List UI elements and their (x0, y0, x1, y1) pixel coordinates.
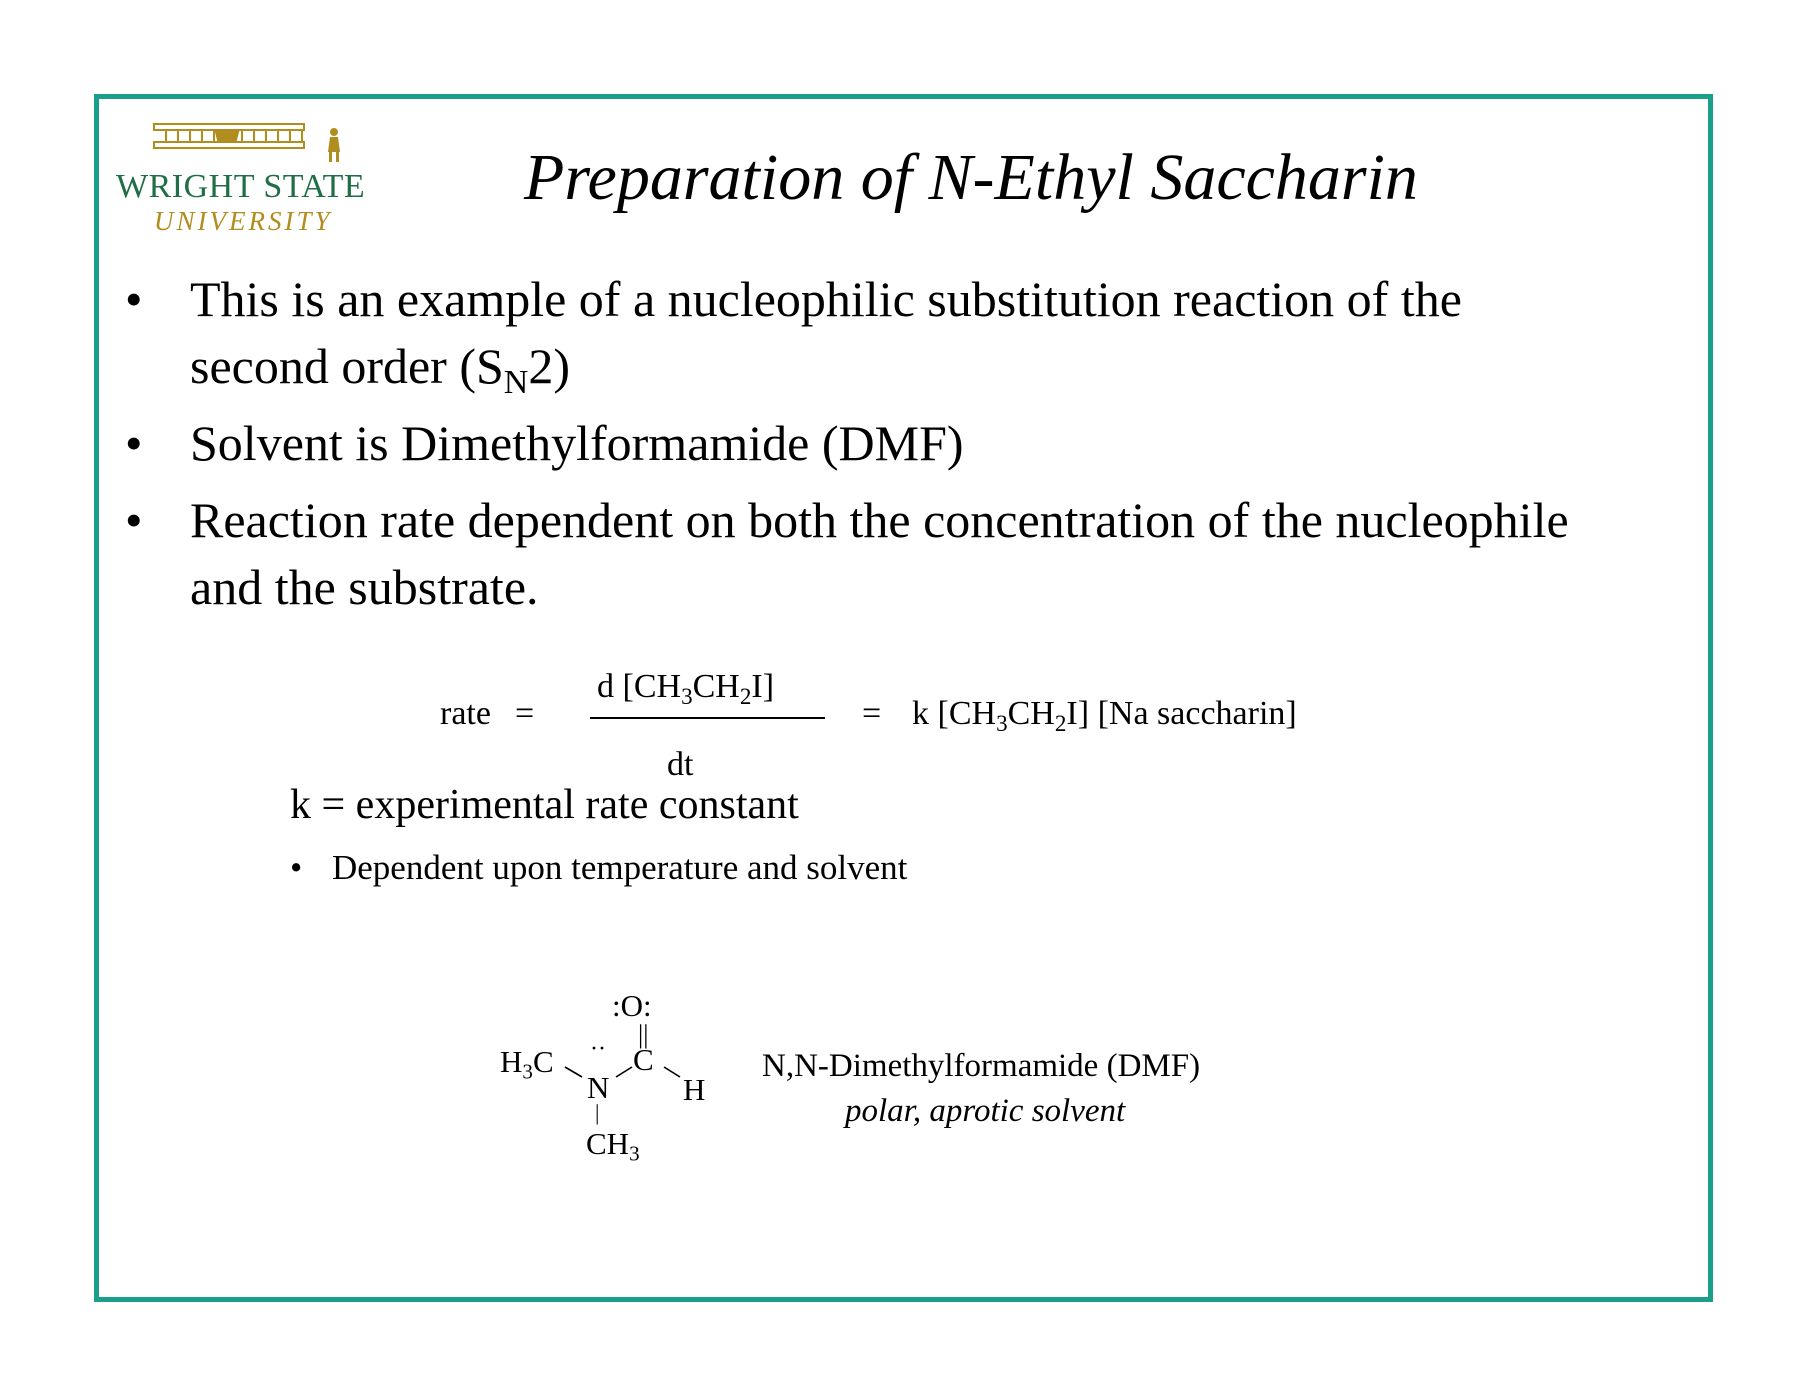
equation-lhs: rate (440, 695, 491, 732)
equation-denominator: dt (667, 746, 694, 783)
bullet-icon: • (290, 848, 303, 887)
sub-bullet-text: Dependent upon temperature and solvent (332, 848, 908, 887)
fraction-bar (590, 717, 825, 719)
equation-numerator: d $[CH_3CH_2I]$ (597, 668, 775, 710)
dmf-name: N,N-Dimethylformamide (DMF) (762, 1048, 1201, 1084)
nitrogen-atom: N (587, 1070, 610, 1105)
carbon-atom: C (633, 1042, 654, 1077)
logo-wordmark-bottom: UNIVERSITY (154, 206, 333, 236)
bullet-icon: • (125, 271, 143, 327)
bullet-text-end: 2) (528, 338, 571, 394)
subscript-n: N (503, 364, 529, 402)
bullet-text: This is an example of a nucleophilic substitution reaction of the second order (S (190, 271, 1462, 394)
k-definition: k = experimental rate constant (290, 782, 799, 828)
wright-flyer-icon (152, 118, 352, 166)
bullet-icon: • (125, 492, 143, 548)
dmf-description: polar, aprotic solvent (845, 1093, 1126, 1129)
double-bond: || (638, 1020, 649, 1049)
bullet-item-rate (125, 487, 1595, 621)
oxygen-atom: :O: (612, 988, 652, 1023)
lone-pair: ·· (590, 1036, 606, 1062)
equation-equals-2: = (862, 695, 882, 732)
bullet-text: Solvent is Dimethylformamide (DMF) (190, 415, 964, 471)
equation-equals-1: = (515, 695, 535, 732)
bullet-list (125, 266, 1595, 631)
bullet-icon: • (125, 415, 143, 471)
slide-title: Preparation of N-Ethyl Saccharin (524, 141, 1418, 214)
bullet-text: Reaction rate dependent on both the concentration of the nucleophile and the substrate. (190, 492, 1569, 615)
logo-wordmark-top: WRIGHT STATE (116, 168, 366, 205)
bullet-item-sn2 (125, 266, 1595, 400)
university-logo (110, 118, 370, 243)
bullet-item-solvent (125, 410, 1595, 477)
equation-rhs: k $[CH_3CH_2I]$ [Na saccharin] (912, 695, 1297, 737)
methyl-group-left: $H_3C$ (500, 1044, 554, 1084)
single-bond: | (595, 1100, 600, 1125)
hydrogen-atom: H (683, 1072, 706, 1107)
sub-bullet-item (290, 848, 907, 888)
methyl-group-bottom: $CH_3$ (586, 1126, 640, 1166)
bond-lines (560, 1055, 700, 1095)
